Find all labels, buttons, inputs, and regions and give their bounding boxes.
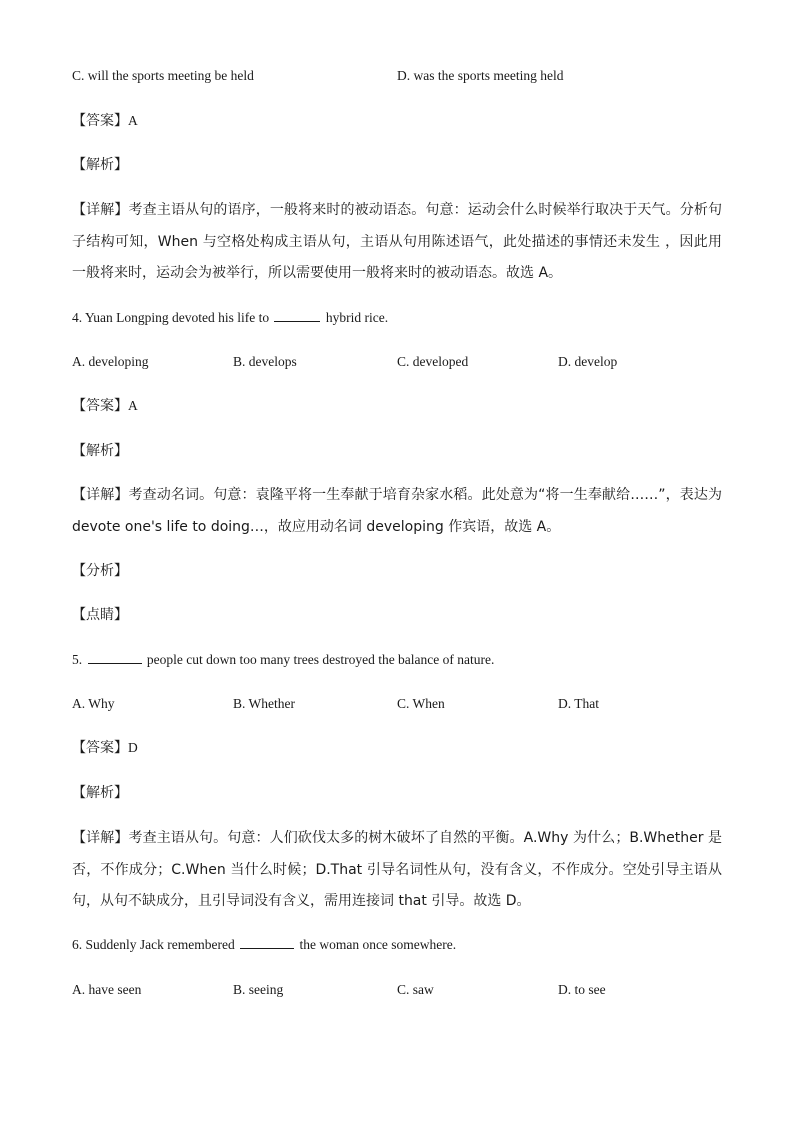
q4-answer-line [72,398,138,414]
detail-tag: 【详解】 [72,487,129,503]
q4-analysis-tag: 【解析】 [72,443,128,459]
q5-blank [88,652,142,664]
q6-option-b: B. seeing [233,982,284,997]
answer-value: A [128,113,138,128]
answer-tag: 【答案】 [72,398,128,414]
q6-option-a: A. have seen [72,982,142,997]
q6-blank [240,937,294,949]
q4-dianjing-tag: 【点睛】 [72,607,128,623]
detail-tag: 【详解】 [72,830,129,846]
q5-stem [72,652,494,668]
q4-fenxi-tag: 【分析】 [72,563,128,579]
answer-tag: 【答案】 [72,740,128,756]
q3-option-d: D. was the sports meeting held [397,68,564,83]
q5-analysis-tag: 【解析】 [72,785,128,801]
q3-analysis-tag: 【解析】 [72,157,128,173]
q5-detail [72,823,722,918]
q5-stem-after: people cut down too many trees destroyed the balance of nature. [143,652,495,667]
q6-stem-after: the woman once somewhere. [296,937,457,952]
detail-tag: 【详解】 [72,202,129,218]
q4-option-a: A. developing [72,354,149,369]
q4-stem-after: hybrid rice. [322,310,389,325]
q4-option-c: C. developed [397,354,469,369]
q4-stem [72,310,388,326]
q4-stem-before: 4. Yuan Longping devoted his life to [72,310,270,325]
q5-answer-line [72,740,138,756]
q4-option-d: D. develop [558,354,618,369]
q6-option-c: C. saw [397,982,434,997]
q4-detail [72,480,722,543]
q5-option-b: B. Whether [233,696,295,711]
q3-option-c: C. will the sports meeting be held [72,68,254,83]
answer-value: A [128,398,138,413]
answer-tag: 【答案】 [72,113,128,129]
answer-value: D [128,740,138,755]
q4-option-b: B. develops [233,354,297,369]
q5-option-d: D. That [558,696,599,711]
q6-option-d: D. to see [558,982,606,997]
q5-stem-before: 5. [72,652,83,667]
q4-blank [274,310,320,322]
detail-text: 考查主语从句的语序，一般将来时的被动语态。句意：运动会什么时候举行取决于天气。分析句子结构可知，When 与空格处构成主语从句，主语从句用陈述语气，此处描述的事情还未发生 ，因此用一般将来时，运动会为被举行，所以需要使用一般将来时的被动语态。故选 A。 [72,202,723,281]
q5-option-a: A. Why [72,696,115,711]
detail-text: 考查主语从句。句意：人们砍伐太多的树木破坏了自然的平衡。A.Why 为什么；B.Whether 是否，不作成分；C.When 当什么时候；D.That 引导名词性从句，没有含义，不作成分。空处引导主语从句，从句不缺成分，且引导词没有含义，需用连接词 that 引导。故选 D。 [72,830,723,909]
q3-answer-line [72,113,138,129]
q6-stem [72,937,456,953]
q3-detail [72,195,722,290]
q6-stem-before: 6. Suddenly Jack remembered [72,937,235,952]
q5-option-c: C. When [397,696,445,711]
detail-text: 考查动名词。句意：袁隆平将一生奉献于培育杂家水稻。此处意为“将一生奉献给……”，表达为 devote one's life to doing…，故应用动名词 developing 作宾语，故选 A。 [72,487,722,535]
